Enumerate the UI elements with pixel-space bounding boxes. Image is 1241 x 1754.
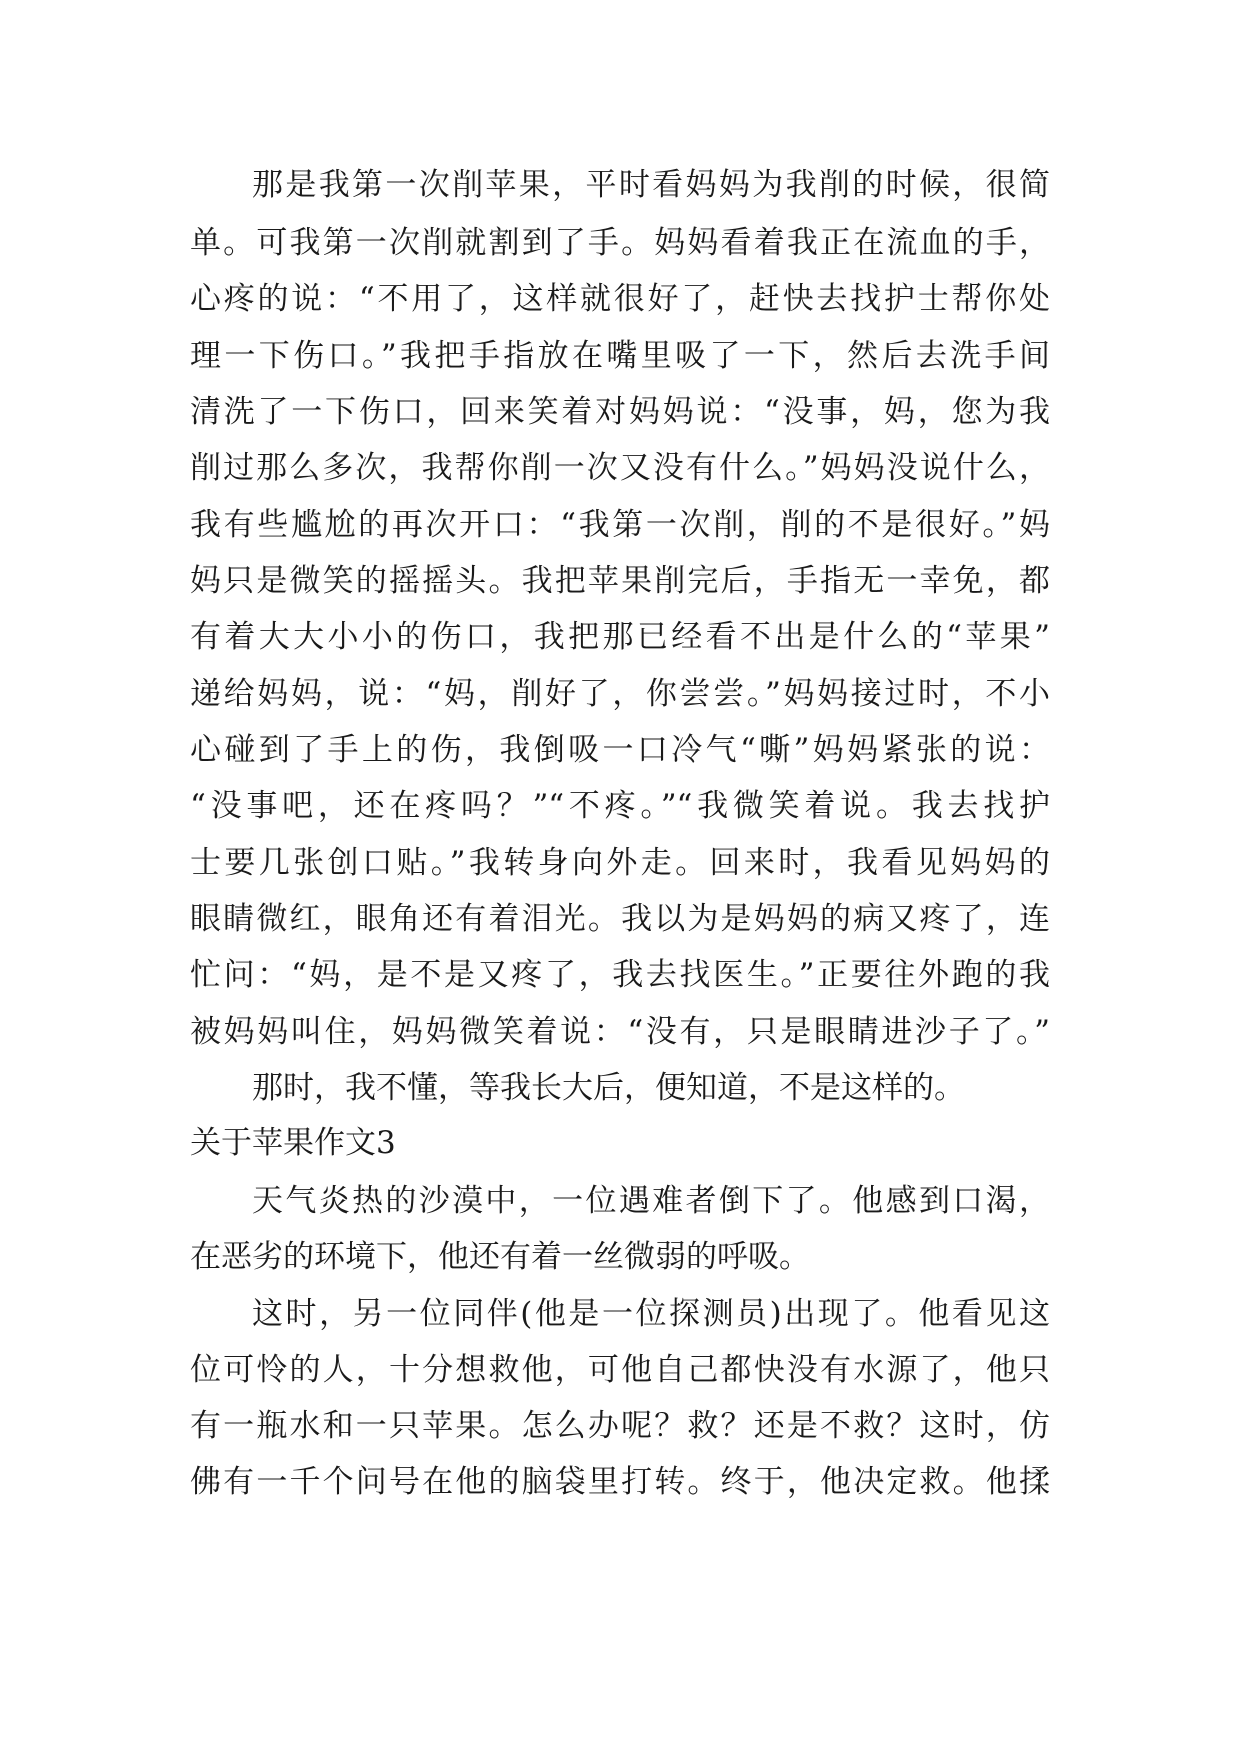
text-line: 忙问：“妈，是不是又疼了，我去找医生。”正要往外跑的我: [190, 957, 1050, 993]
text-line: “没事吧，还在疼吗？”“不疼。”“我微笑着说。我去找护: [190, 788, 1050, 824]
text-line: 天气炎热的沙漠中，一位遇难者倒下了。他感到口渴，: [252, 1183, 1050, 1219]
text-line: 妈只是微笑的摇摇头。我把苹果削完后，手指无一幸免，都: [190, 563, 1050, 599]
text-line: 那时，我不懂，等我长大后，便知道，不是这样的。: [252, 1070, 965, 1106]
text-line: 佛有一千个问号在他的脑袋里打转。终于，他决定救。他揉: [190, 1464, 1050, 1500]
text-line: 有着大大小小的伤口，我把那已经看不出是什么的“苹果”: [190, 619, 1050, 655]
text-line: 清洗了一下伤口，回来笑着对妈妈说：“没事，妈，您为我: [190, 394, 1050, 430]
text-line: 单。可我第一次削就割到了手。妈妈看着我正在流血的手，: [190, 225, 1050, 261]
text-line: 位可怜的人，十分想救他，可他自己都快没有水源了，他只: [190, 1352, 1050, 1388]
text-line: 心碰到了手上的伤，我倒吸一口冷气“嘶”妈妈紧张的说：: [190, 732, 1050, 768]
text-line: 那是我第一次削苹果，平时看妈妈为我削的时候，很简: [252, 167, 1050, 203]
text-line: 眼睛微红，眼角还有着泪光。我以为是妈妈的病又疼了，连: [190, 901, 1050, 937]
text-line: 理一下伤口。”我把手指放在嘴里吸了一下，然后去洗手间: [190, 338, 1050, 374]
text-line: 我有些尴尬的再次开口：“我第一次削，削的不是很好。”妈: [190, 507, 1050, 543]
text-line: 心疼的说：“不用了，这样就很好了，赶快去找护士帮你处: [190, 281, 1050, 317]
text-line: 削过那么多次，我帮你削一次又没有什么。”妈妈没说什么，: [190, 450, 1050, 486]
text-line: 这时，另一位同伴(他是一位探测员)出现了。他看见这: [252, 1296, 1050, 1332]
text-line: 递给妈妈，说：“妈，削好了，你尝尝。”妈妈接过时，不小: [190, 676, 1050, 712]
text-line: 士要几张创口贴。”我转身向外走。回来时，我看见妈妈的: [190, 845, 1050, 881]
text-line: 在恶劣的环境下，他还有着一丝微弱的呼吸。: [190, 1239, 810, 1275]
section-heading: 关于苹果作文3: [190, 1125, 396, 1161]
text-line: 被妈妈叫住，妈妈微笑着说：“没有，只是眼睛进沙子了。”: [190, 1014, 1050, 1050]
text-line: 有一瓶水和一只苹果。怎么办呢？救？还是不救？这时，仿: [190, 1408, 1050, 1444]
